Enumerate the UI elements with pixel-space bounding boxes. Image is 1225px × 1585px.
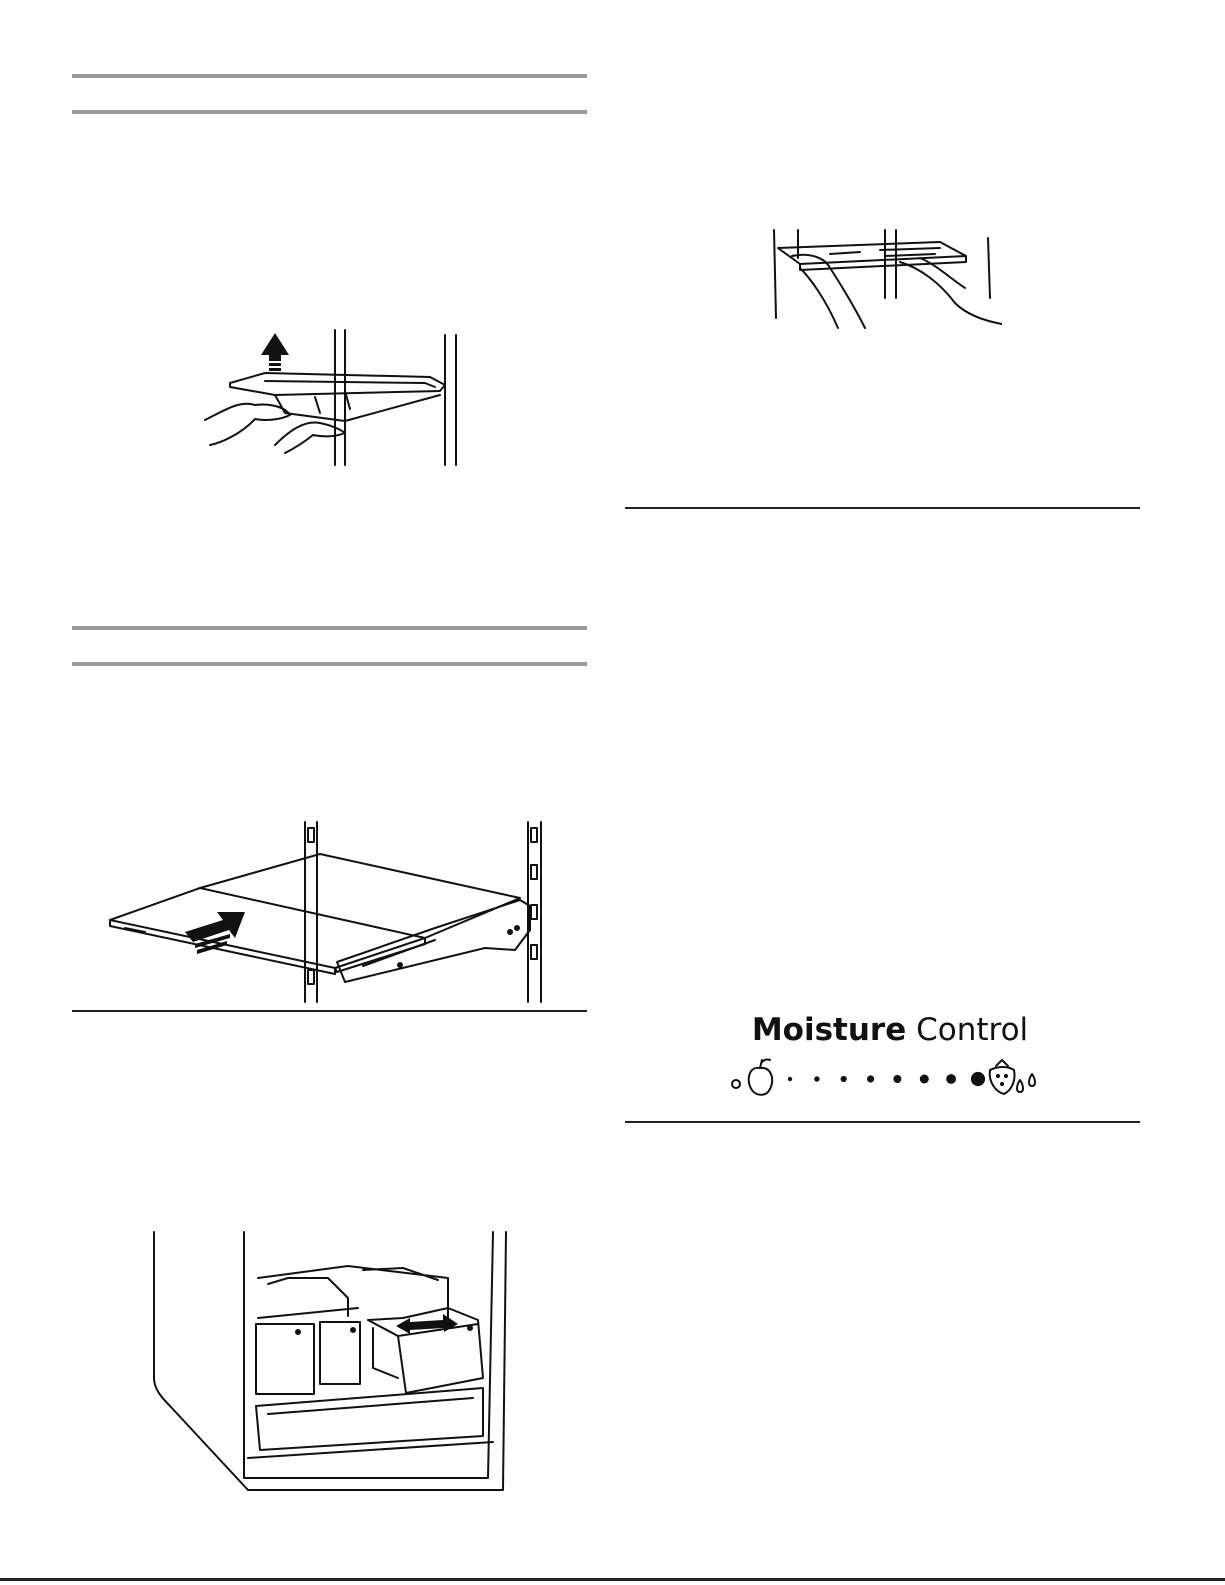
moisture-level-dot [946,1074,956,1084]
section-rule-top-2 [72,626,587,630]
moisture-level-dot [841,1076,847,1082]
moisture-level-dots [788,1072,985,1086]
lift-shelf-illustration [195,325,470,470]
apple-icon [732,1060,772,1095]
moisture-control-title-bold: Moisture [751,1012,907,1048]
slide-shelf-illustration [770,228,1002,331]
section-divider-right-2 [625,1121,1140,1123]
moisture-level-dot [788,1077,792,1081]
section-divider-right-1 [625,507,1140,509]
strawberry-droplet-icon [990,1060,1035,1094]
moisture-control-title-regular: Control [916,1012,1029,1048]
moisture-level-dot [814,1076,819,1081]
page-bottom-rule [0,1578,1225,1581]
moisture-level-dot [920,1075,929,1084]
slide-in-shelf-illustration [105,820,550,1005]
moisture-level-dot [867,1075,874,1082]
moisture-level-dot [893,1075,901,1083]
crisper-drawer-illustration [148,1228,510,1496]
section-divider-left [72,1010,587,1012]
section-rule-under-heading-2 [72,662,587,666]
moisture-level-dot [971,1072,985,1086]
moisture-control-scale [720,1052,1050,1100]
section-rule-top [72,74,587,78]
moisture-control-title [740,1012,1040,1048]
section-rule-under-heading [72,110,587,114]
